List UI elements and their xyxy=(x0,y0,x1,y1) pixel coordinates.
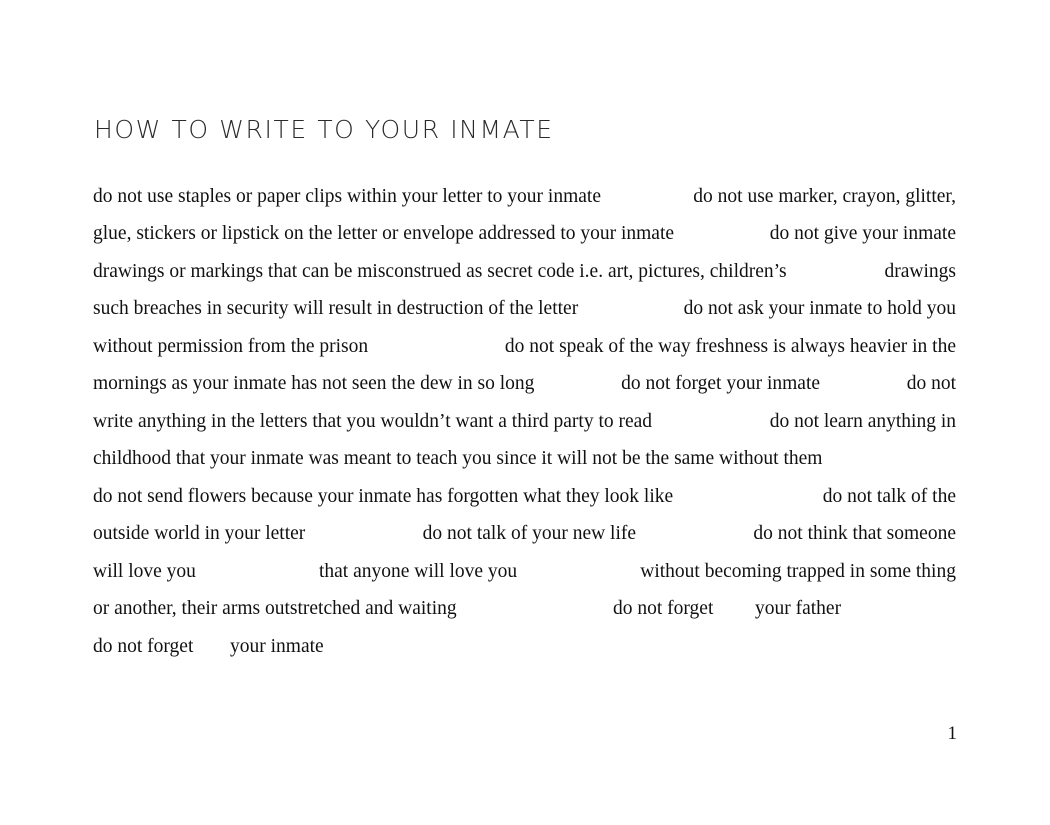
poem-phrase: do not talk of your new life xyxy=(422,523,637,544)
poem-phrase: without becoming trapped in some thing xyxy=(640,561,956,582)
poem-phrase: do not forget xyxy=(613,598,714,619)
poem-phrase: mornings as your inmate has not seen the dew in so long xyxy=(93,373,535,394)
poem-phrase: do not talk of the xyxy=(822,486,956,507)
poem-phrase: write anything in the letters that you wouldn’t want a third party to read xyxy=(93,411,653,432)
poem-phrase: do not think that someone xyxy=(753,523,956,544)
poem-line xyxy=(93,486,956,516)
poem-phrase: do not xyxy=(906,373,956,394)
poem-line xyxy=(93,598,956,628)
poem-phrase: do not send flowers because your inmate has forgotten what they look like xyxy=(93,486,674,507)
poem-phrase: do not forget your inmate xyxy=(621,373,821,394)
document-title: HOW TO WRITE TO YOUR INMATE xyxy=(94,115,554,144)
page-number: 1 xyxy=(947,723,957,744)
poem-line xyxy=(93,636,956,666)
poem-phrase: do not ask your inmate to hold you xyxy=(683,298,956,319)
poem-phrase: or another, their arms outstretched and waiting xyxy=(93,598,457,619)
poem-line xyxy=(93,561,956,591)
poem-phrase: drawings xyxy=(884,261,956,282)
poem-phrase: without permission from the prison xyxy=(93,336,369,357)
poem-phrase: drawings or markings that can be misconstrued as secret code i.e. art, pictures, children’s xyxy=(93,261,787,282)
poem-phrase: your inmate xyxy=(230,636,324,657)
poem-phrase: glue, stickers or lipstick on the letter or envelope addressed to your inmate xyxy=(93,223,675,244)
poem-line xyxy=(93,373,956,403)
poem-line xyxy=(93,298,956,328)
poem-phrase: outside world in your letter xyxy=(93,523,306,544)
poem-phrase: such breaches in security will result in destruction of the letter xyxy=(93,298,579,319)
poem-phrase: your father xyxy=(755,598,842,619)
poem-line xyxy=(93,411,956,441)
poem-line xyxy=(93,448,956,478)
poem-line xyxy=(93,223,956,253)
poem-phrase: do not give your inmate xyxy=(769,223,956,244)
poem-phrase: do not learn anything in xyxy=(769,411,956,432)
poem-phrase: do not use marker, crayon, glitter, xyxy=(693,186,956,207)
poem-phrase: will love you xyxy=(93,561,196,582)
poem-phrase: do not speak of the way freshness is always heavier in the xyxy=(504,336,956,357)
poem-line xyxy=(93,186,956,216)
poem-phrase: childhood that your inmate was meant to teach you since it will not be the same without them xyxy=(93,448,823,469)
poem-phrase: that anyone will love you xyxy=(318,561,518,582)
poem-line xyxy=(93,523,956,553)
poem-phrase: do not forget xyxy=(93,636,194,657)
poem-line xyxy=(93,261,956,291)
poem-phrase: do not use staples or paper clips within your letter to your inmate xyxy=(93,186,601,207)
poem-line xyxy=(93,336,956,366)
